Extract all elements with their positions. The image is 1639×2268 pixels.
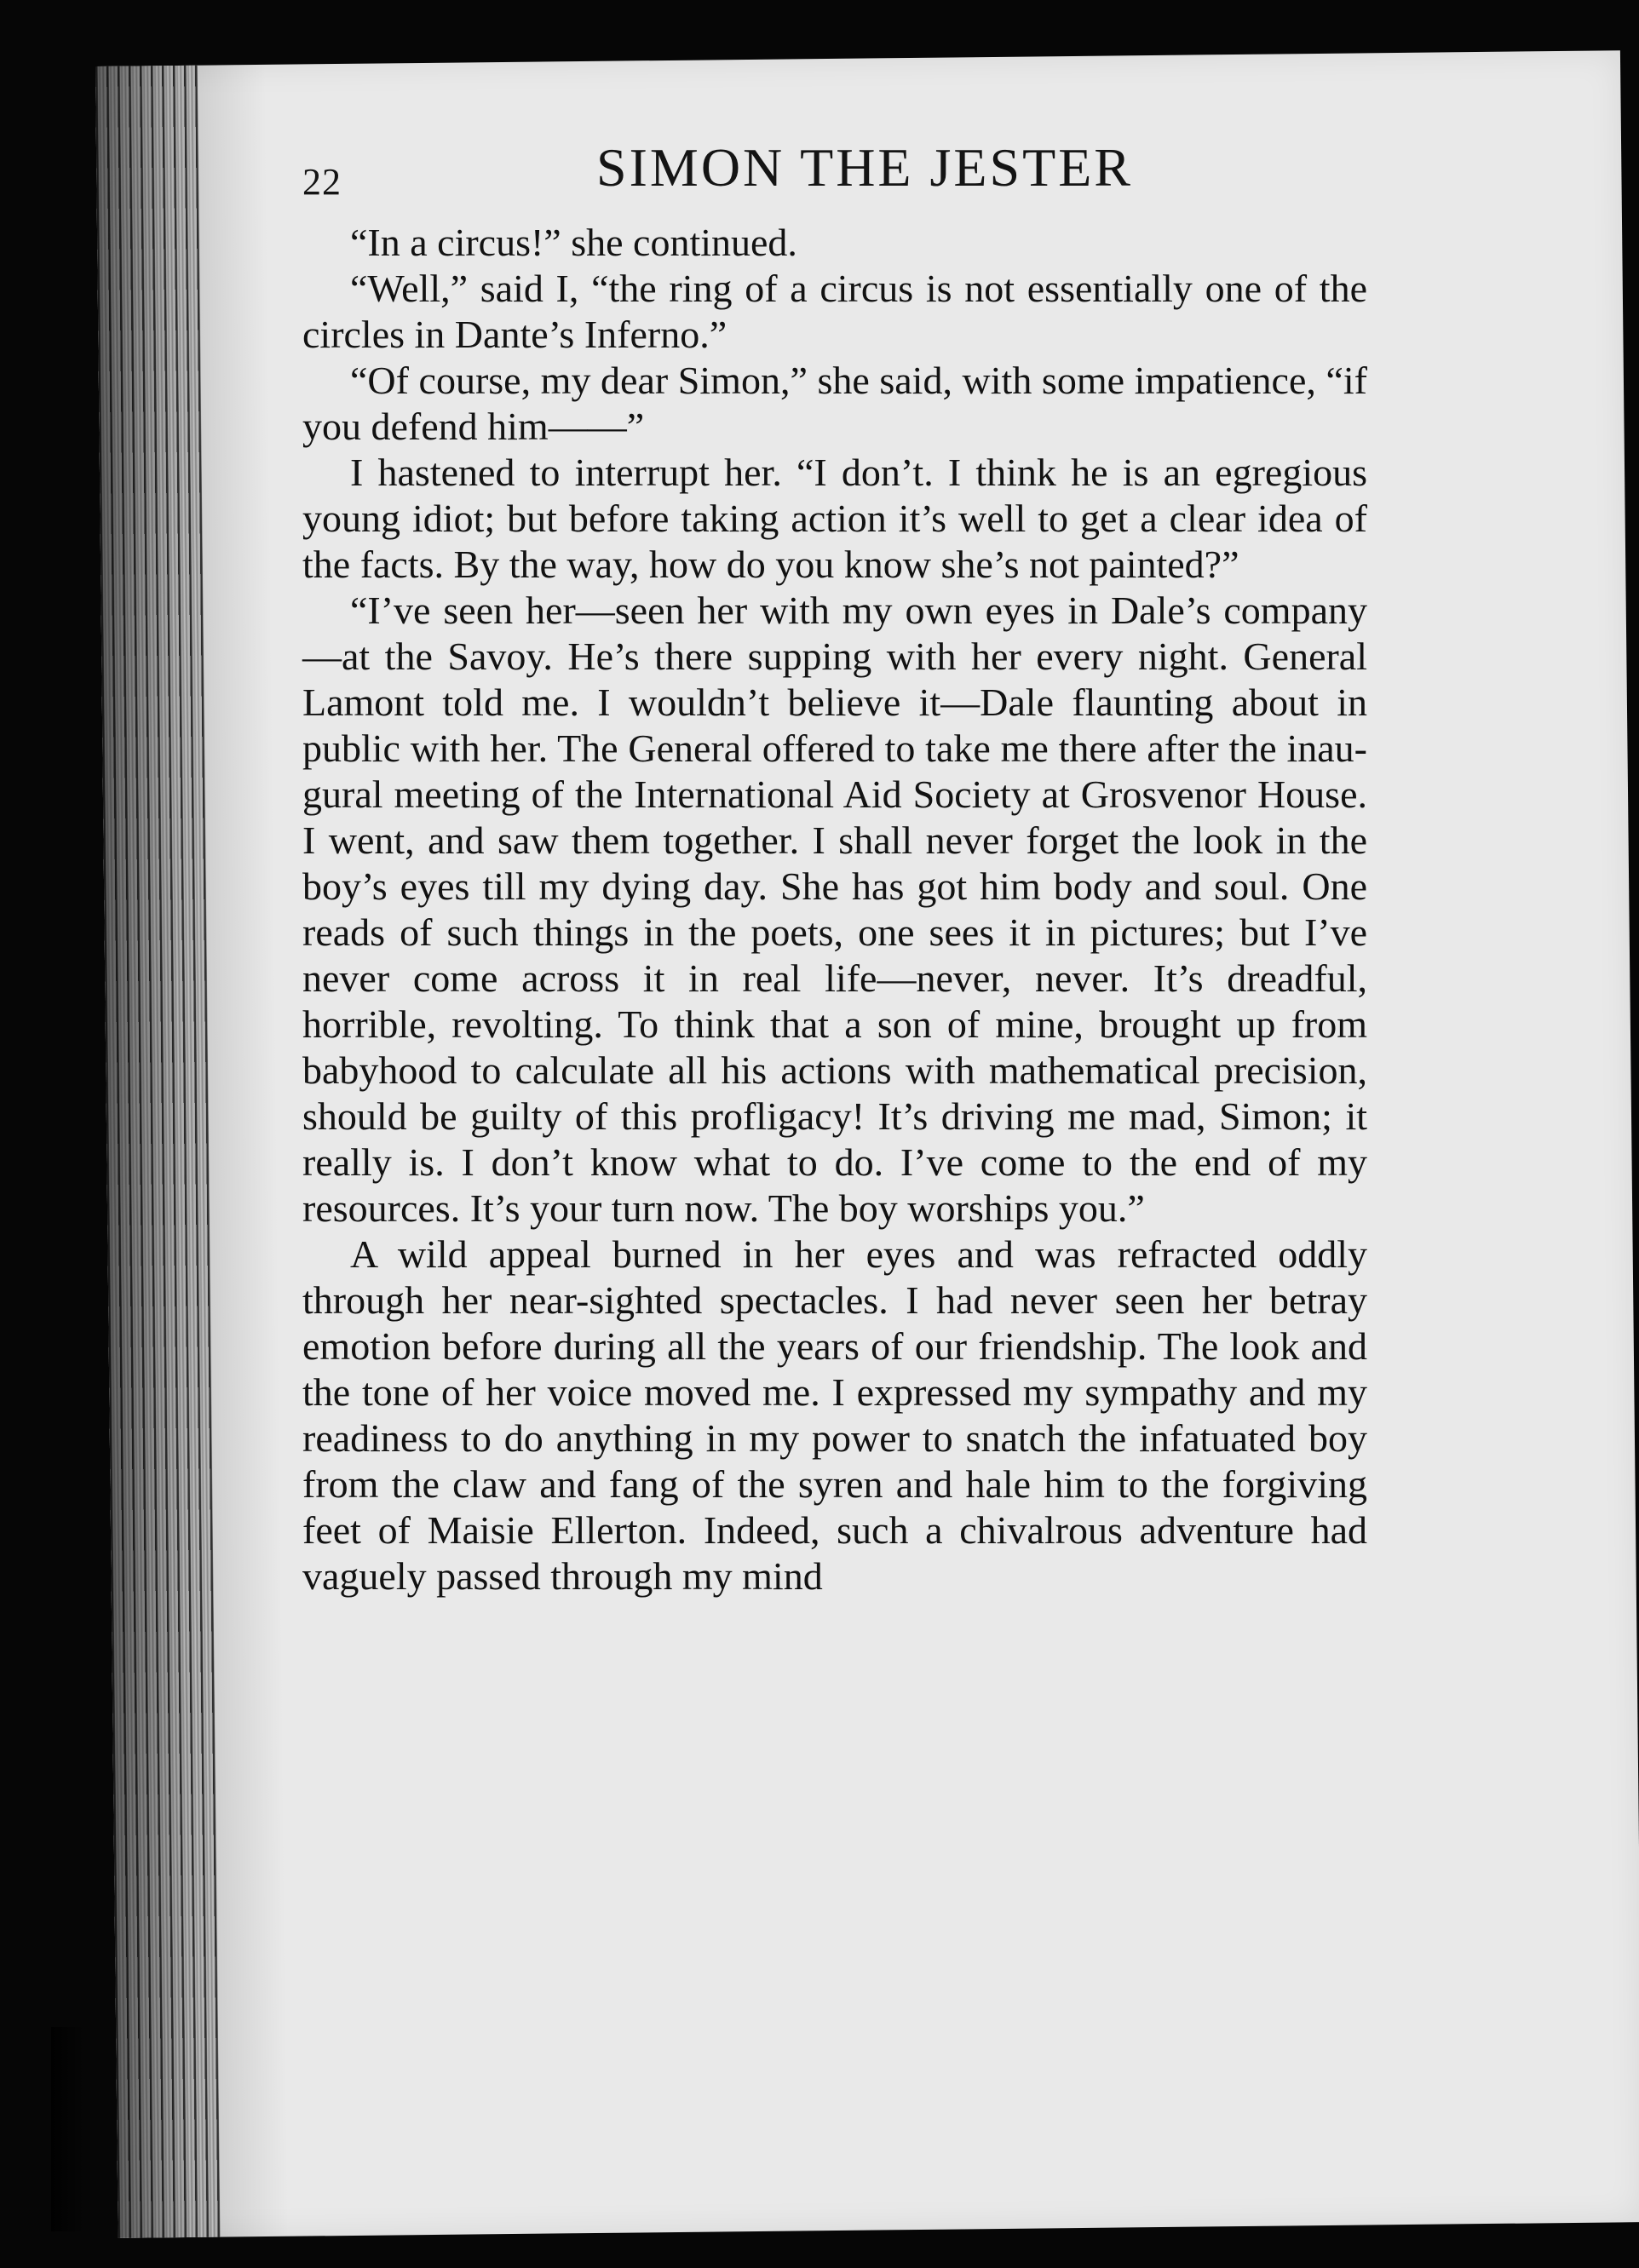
gutter-shadow	[95, 65, 289, 2238]
paragraph: “I’ve seen her—seen her with my own eyes in Dale’s company—at the Savoy. He’s there supping with her every night. General Lamont told me. I wouldn’t believe it—Dale flaunting about in public with her. The General offered to take me there after the inaugural meeting of the International Aid Society at Grosvenor House. I went, and saw them together. I shall never forget the look in the boy’s eyes till my dying day. She has got him body and soul. One reads of such things in the poets, one sees it in pictures; but I’ve never come across it in real life—never, never. It’s dreadful, horrible, revolting. To think that a son of mine, brought up from babyhood to calculate all his actions with mathematical precision, should be guilty of this profligacy! It’s driving me mad, Simon; it really is. I don’t know what to do. I’ve come to the end of my resources. It’s your turn now. The boy worships you.”	[302, 589, 1367, 1230]
page-number: 22	[302, 161, 342, 203]
paragraph: A wild appeal burned in her eyes and was refracted oddly through her near-sighted spectacles. I had never seen her betray emotion before during all the years of our friendship. The look and the tone of her voice moved me. I expressed my sympathy and my readiness to do anything in my power to snatch the infatuated boy from the claw and fang of the syren and hale him to the forgiving feet of Maisie Ellerton. Indeed, such a chivalrous adventure had vaguely passed through my mind	[302, 1232, 1367, 1598]
edge-shadow	[51, 2027, 85, 2231]
paragraph: “In a circus!” she continued.	[350, 221, 797, 264]
paragraph: I hastened to interrupt her. “I don’t. I think he is an egregious young idiot; but before taking action it’s well to get a clear idea of the facts. By the way, how do you know she’s not painted?”	[302, 451, 1367, 586]
running-title: SIMON THE JESTER	[596, 137, 1133, 198]
running-header	[302, 136, 1427, 213]
body-text	[302, 220, 1367, 1599]
paragraph: “Well,” said I, “the ring of a circus is not essentially one of the circles in Dante’s Inferno.”	[302, 267, 1367, 356]
paragraph: “Of course, my dear Simon,” she said, with some impatience, “if you defend him——”	[302, 359, 1367, 448]
